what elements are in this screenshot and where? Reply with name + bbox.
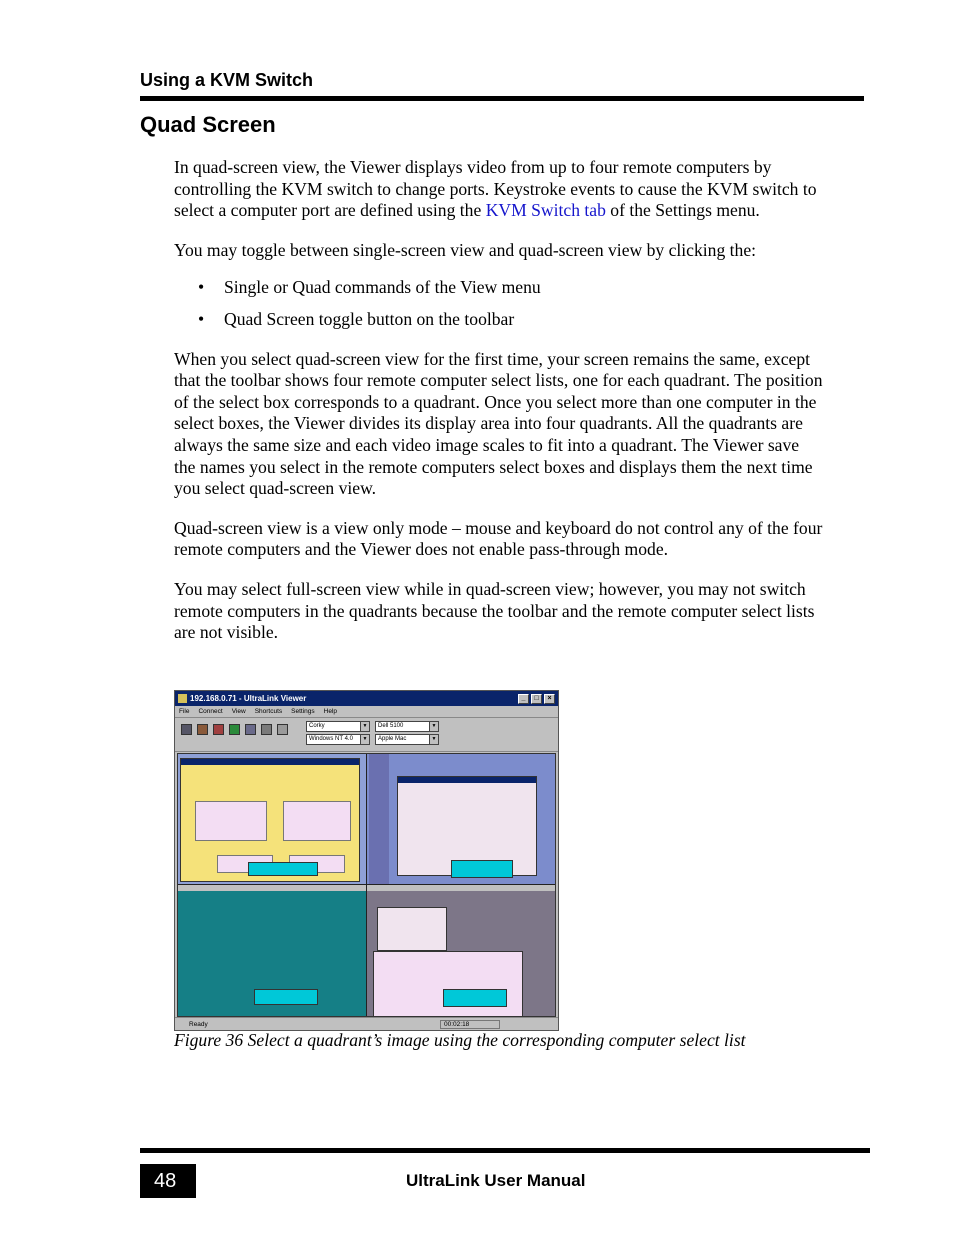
quadrant-bottom-right[interactable] <box>367 885 556 1016</box>
paragraph-4: Quad-screen view is a view only mode – mouse and keyboard do not control any of the four remote computers and the Viewer does not enable pass-through mode. <box>174 517 823 560</box>
p1-text-before: In quad-screen view, the Viewer displays video from up to four remote computers by controlling the KVM switch to change ports. Keystroke events to cause the KVM switch to select a computer port are defined using the <box>174 157 817 221</box>
bullet-glyph: • <box>198 308 205 329</box>
quadrant-3-select[interactable] <box>306 734 370 745</box>
menu-view[interactable]: View <box>231 708 246 715</box>
mouse-icon[interactable] <box>261 724 272 735</box>
select-value: Corky <box>309 723 325 729</box>
select-box <box>443 989 507 1007</box>
footer-rule <box>140 1148 870 1153</box>
select-box <box>254 989 318 1005</box>
paragraph-1 <box>174 157 824 222</box>
kvm-switch-tab-link[interactable]: KVM Switch tab <box>485 200 606 221</box>
bullet-item <box>174 277 824 299</box>
body-text <box>174 157 824 662</box>
select-value: Windows NT 4.0 <box>309 736 353 742</box>
quadrant-top-right[interactable] <box>367 754 556 885</box>
connect-icon[interactable] <box>197 724 208 735</box>
status-text: Ready <box>189 1020 208 1028</box>
bullet-item <box>174 309 824 331</box>
menu-connect[interactable]: Connect <box>198 708 223 715</box>
viewer-screenshot <box>174 690 559 1031</box>
paragraph-2: You may toggle between single-screen view and quad-screen view by clicking the: <box>174 239 757 260</box>
bullet-list <box>174 277 824 330</box>
app-icon <box>178 694 187 703</box>
manual-title: UltraLink User Manual <box>406 1171 586 1190</box>
menu-shortcuts[interactable]: Shortcuts <box>254 708 283 715</box>
menu-file[interactable]: File <box>179 708 190 715</box>
settings-icon[interactable] <box>277 724 288 735</box>
disconnect-icon[interactable] <box>213 724 224 735</box>
window-titlebar <box>175 691 558 706</box>
running-head: Using a KVM Switch <box>140 70 314 90</box>
refresh-icon[interactable] <box>245 724 256 735</box>
paragraph-3: When you select quad-screen view for the first time, your screen remains the same, except that the toolbar shows four remote computer select lists, one for each quadrant. The position of the select box corresponds to a quadrant. Once you select more than one computer in the select boxes, the Viewer divides its display area into four quadrants. All the quadrants are always the same size and each video image scales to fit into a quadrant. The Viewer save the names you select in the remote computers select boxes and displays them the next time you select quad-screen view. <box>174 348 823 499</box>
quadrant-4-select[interactable] <box>375 734 439 745</box>
elapsed-time: 00:02:18 <box>440 1020 500 1029</box>
quadrant-2-select[interactable] <box>375 721 439 732</box>
quad-display-area <box>177 753 556 1017</box>
close-button[interactable]: × <box>544 694 555 704</box>
status-bar <box>175 1017 558 1030</box>
minimize-button[interactable]: _ <box>518 694 529 704</box>
section-title: Quad Screen <box>140 112 276 137</box>
quad-screen-icon[interactable] <box>229 724 240 735</box>
chevron-down-icon: ▼ <box>429 735 438 744</box>
select-box <box>248 862 318 876</box>
quadrant-bottom-left[interactable] <box>178 885 367 1016</box>
bullet-glyph: • <box>198 277 205 298</box>
menu-settings[interactable]: Settings <box>291 708 315 715</box>
remote-window <box>377 907 447 951</box>
menu-help[interactable]: Help <box>323 708 338 715</box>
quadrant-1-select[interactable] <box>306 721 370 732</box>
bullet-text: Quad Screen toggle button on the toolbar <box>224 308 515 329</box>
bullet-text: Single or Quad commands of the View menu <box>224 277 541 298</box>
menu-bar <box>175 706 558 718</box>
select-value: Dell 5100 <box>378 723 404 729</box>
paragraph-5: You may select full-screen view while in quad-screen view; however, you may not switch remote computers in the quadrants because the toolbar and the remote computer select lists are not visible. <box>174 578 815 643</box>
page-number: 48 <box>140 1164 196 1198</box>
figure-caption: Figure 36 Select a quadrant’s image using the corresponding computer select list <box>174 1030 746 1050</box>
select-box <box>451 860 513 878</box>
chevron-down-icon: ▼ <box>429 722 438 731</box>
maximize-button[interactable]: □ <box>531 694 542 704</box>
toolbar <box>175 718 558 752</box>
disk-icon[interactable] <box>181 724 192 735</box>
select-value: Apple Mac <box>378 736 407 742</box>
header-rule <box>140 96 864 101</box>
p1-text-after: of the Settings menu. <box>605 200 760 221</box>
quadrant-top-left[interactable] <box>178 754 367 885</box>
chevron-down-icon: ▼ <box>360 722 369 731</box>
window-title: 192.168.0.71 - UltraLink Viewer <box>190 694 307 703</box>
chevron-down-icon: ▼ <box>360 735 369 744</box>
